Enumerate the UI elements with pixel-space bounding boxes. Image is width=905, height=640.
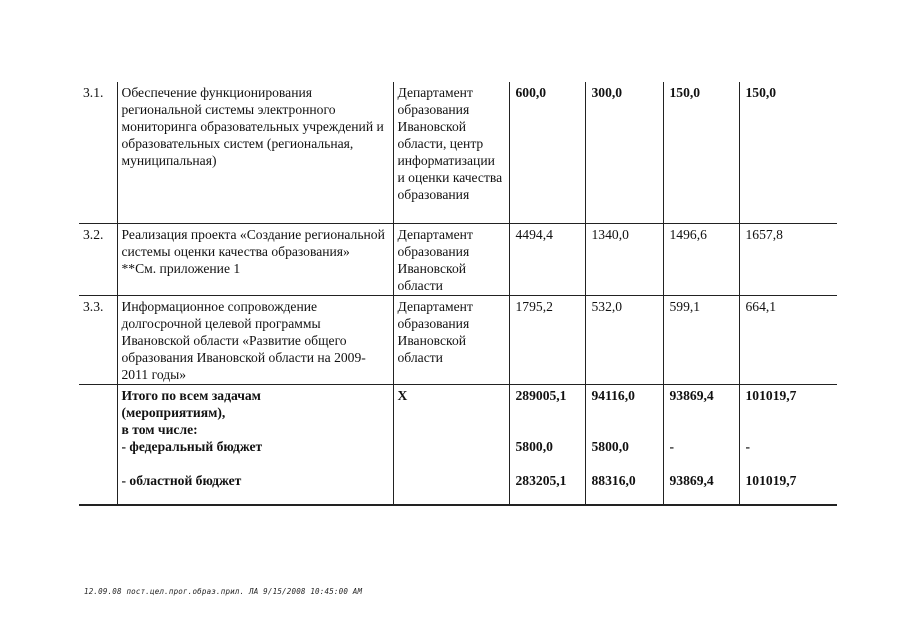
row-number: 3.1. bbox=[79, 82, 117, 223]
regional-total: 283205,1 bbox=[515, 472, 567, 488]
total-cell: 600,0 bbox=[509, 82, 585, 223]
activity-name: Информационное сопровождение долгосрочной целевой программы Ивановской области «Развитие общего образования Ивановской области на 2009-2011 годы» bbox=[117, 295, 393, 384]
year1-cell bbox=[585, 384, 663, 505]
activity-name-cell bbox=[117, 223, 393, 295]
regional-year2: 93869,4 bbox=[669, 472, 714, 488]
activity-name: Обеспечение функционирования региональной системы электронного мониторинга образовательных учреждений и образовательных систем (региональная, муниципальная) bbox=[117, 82, 393, 223]
all-year1: 94116,0 bbox=[591, 387, 635, 403]
federal-budget-label: - федеральный бюджет bbox=[121, 438, 263, 454]
table-row bbox=[79, 82, 837, 223]
all-year3: 101019,7 bbox=[745, 387, 797, 403]
year2-cell: 1496,6 bbox=[663, 223, 739, 295]
federal-year1: 5800,0 bbox=[591, 438, 629, 454]
federal-year3: - bbox=[745, 438, 751, 454]
year3-cell: 1657,8 bbox=[739, 223, 837, 295]
totals-label: (мероприятиям), bbox=[121, 404, 226, 420]
executor-cell: Х bbox=[393, 384, 509, 505]
regional-year3: 101019,7 bbox=[745, 472, 797, 488]
regional-budget-label: - областной бюджет bbox=[121, 472, 242, 488]
year1-cell: 300,0 bbox=[585, 82, 663, 223]
year2-cell: 150,0 bbox=[663, 82, 739, 223]
year3-cell: 664,1 bbox=[739, 295, 837, 384]
totals-label: в том числе: bbox=[121, 421, 198, 437]
executor-cell: Департамент образования Ивановской области bbox=[393, 223, 509, 295]
activity-note: **См. приложение 1 bbox=[121, 260, 241, 276]
totals-label-cell bbox=[117, 384, 393, 505]
program-table bbox=[79, 82, 837, 506]
row-number: 3.3. bbox=[79, 295, 117, 384]
totals-label: Итого по всем задачам bbox=[121, 387, 261, 403]
totals-row bbox=[79, 384, 837, 505]
activity-name: Реализация проекта «Создание региональной системы оценки качества образования» bbox=[121, 226, 385, 259]
executor-cell: Департамент образования Ивановской области, центр информатизации и оценки качества образования bbox=[393, 82, 509, 223]
document-footer: 12.09.08 пост.цел.прог.образ.прил. ЛА 9/15/2008 10:45:00 AM bbox=[84, 587, 363, 596]
total-cell: 1795,2 bbox=[509, 295, 585, 384]
row-number: 3.2. bbox=[79, 223, 117, 295]
year1-cell: 532,0 bbox=[585, 295, 663, 384]
year1-cell: 1340,0 bbox=[585, 223, 663, 295]
table-row bbox=[79, 223, 837, 295]
federal-year2: - bbox=[669, 438, 675, 454]
total-cell: 4494,4 bbox=[509, 223, 585, 295]
row-number-empty bbox=[79, 384, 117, 505]
all-total: 289005,1 bbox=[515, 387, 567, 403]
total-cell bbox=[509, 384, 585, 505]
year3-cell: 150,0 bbox=[739, 82, 837, 223]
federal-total: 5800,0 bbox=[515, 438, 553, 454]
regional-year1: 88316,0 bbox=[591, 472, 636, 488]
year3-cell bbox=[739, 384, 837, 505]
executor-cell: Департамент образования Ивановской области bbox=[393, 295, 509, 384]
all-year2: 93869,4 bbox=[669, 387, 714, 403]
year2-cell: 599,1 bbox=[663, 295, 739, 384]
year2-cell bbox=[663, 384, 739, 505]
table-row bbox=[79, 295, 837, 384]
